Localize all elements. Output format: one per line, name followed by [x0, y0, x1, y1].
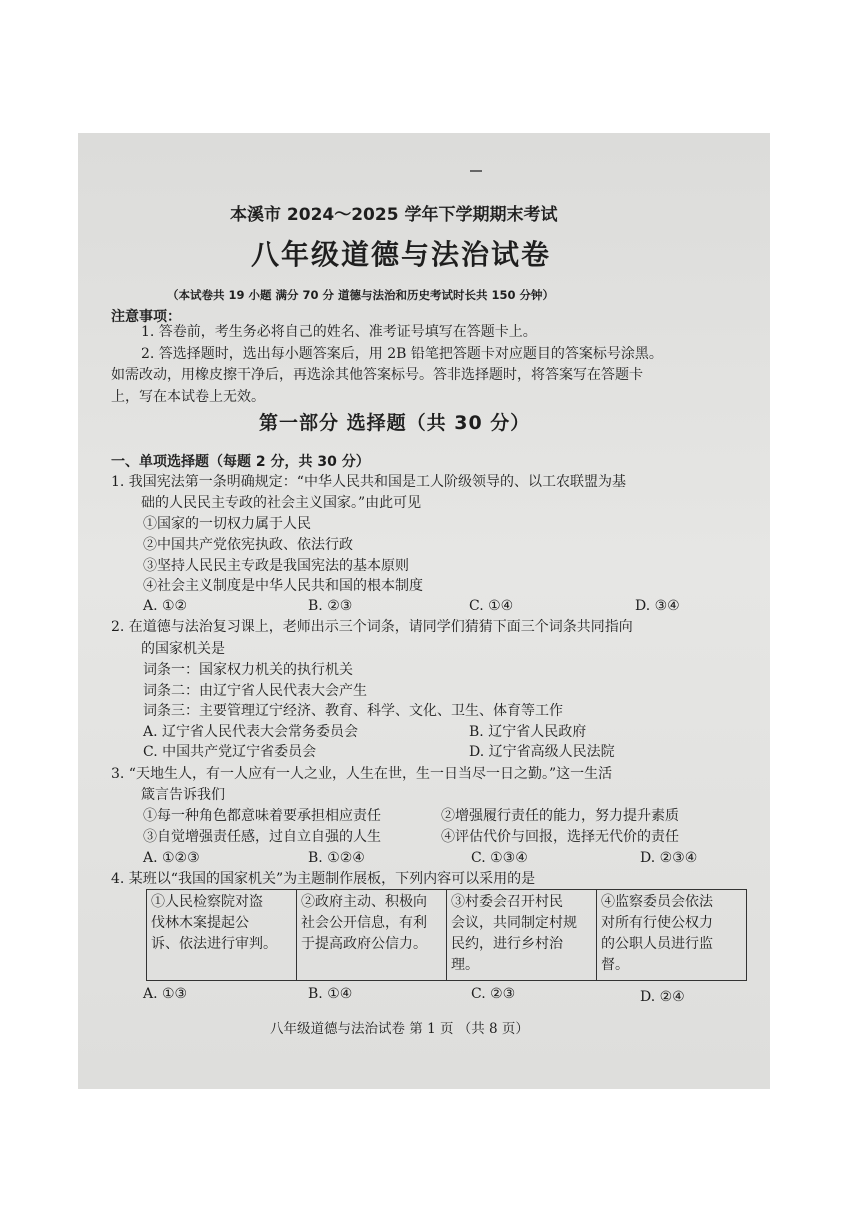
- notice-line: 上，写在本试卷上无效。: [111, 389, 265, 405]
- q3-item: ④评估代价与回报，选择无代价的责任: [441, 829, 679, 845]
- q1-option-c: C. ①④: [469, 598, 514, 614]
- q3-item: ③自觉增强责任感，过自立自强的人生: [143, 829, 381, 845]
- q4-option-b: B. ①④: [308, 986, 353, 1002]
- q2-option-c: C. 中国共产党辽宁省委员会: [143, 744, 317, 760]
- q3-option-c: C. ①③④: [471, 850, 528, 866]
- q3-stem-cont: 箴言告诉我们: [141, 787, 225, 803]
- q3-item: ①每一种角色都意味着要承担相应责任: [143, 808, 381, 824]
- section-heading: 一、单项选择题（每题 2 分，共 30 分）: [111, 454, 370, 470]
- q4-option-c: C. ②③: [471, 986, 516, 1002]
- q2-item: 词条一：国家权力机关的执行机关: [143, 662, 353, 678]
- page-mark: [470, 170, 482, 172]
- q2-option-a: A. 辽宁省人民代表大会常务委员会: [143, 724, 359, 740]
- q3-option-d: D. ②③④: [640, 850, 698, 866]
- q1-stem-cont: 础的人民民主专政的社会主义国家。”由此可见: [141, 495, 422, 511]
- q4-stem: 4. 某班以“我国的国家机关”为主题制作展板，下列内容可以采用的是: [111, 871, 536, 887]
- q4-cell-1: ①人民检察院对盗 伐林木案提起公 诉、依法进行审判。: [147, 890, 297, 981]
- q4-cell-3: ③村委会召开村民 会议，共同制定村规 民约，进行乡村治 理。: [447, 890, 597, 981]
- q2-item: 词条三：主要管理辽宁经济、教育、科学、文化、卫生、体育等工作: [143, 703, 563, 719]
- q3-stem: 3. “天地生人，有一人应有一人之业，人生在世，生一日当尽一日之勤。”这一生活: [111, 766, 613, 782]
- q1-option-d: D. ③④: [635, 598, 680, 614]
- q2-stem-cont: 的国家机关是: [141, 641, 225, 657]
- q1-item: ②中国共产党依宪执政、依法行政: [143, 537, 353, 553]
- q2-option-b: B. 辽宁省人民政府: [469, 724, 587, 740]
- paper-title: 八年级道德与法治试卷: [251, 238, 552, 271]
- q3-option-b: B. ①②④: [308, 850, 365, 866]
- q2-item: 词条二：由辽宁省人民代表大会产生: [143, 683, 367, 699]
- q1-item: ④社会主义制度是中华人民共和国的根本制度: [143, 578, 423, 594]
- q4-option-d: D. ②④: [640, 989, 685, 1005]
- q4-option-a: A. ①③: [143, 986, 188, 1002]
- q3-item: ②增强履行责任的能力，努力提升素质: [441, 808, 679, 824]
- q4-cell-2: ②政府主动、积极向 社会公开信息，有利 于提高政府公信力。: [297, 890, 447, 981]
- notice-line: 2. 答选择题时，选出每小题答案后，用 2B 铅笔把答题卡对应题目的答案标号涂黑。: [141, 346, 663, 362]
- q2-stem: 2. 在道德与法治复习课上，老师出示三个词条，请同学们猜猜下面三个词条共同指向: [111, 619, 633, 635]
- notice-line: 1. 答卷前，考生务必将自己的姓名、准考证号填写在答题卡上。: [141, 324, 537, 340]
- paper-subtitle: （本试卷共 19 小题 满分 70 分 道德与法治和历史考试时长共 150 分钟）: [167, 288, 555, 302]
- q1-option-b: B. ②③: [308, 598, 353, 614]
- exam-title: 本溪市 2024～2025 学年下学期期末考试: [230, 205, 558, 225]
- q4-exhibit-table: [146, 889, 747, 981]
- page-footer: 八年级道德与法治试卷 第 1 页 （共 8 页）: [270, 1021, 529, 1037]
- notice-heading: 注意事项：: [111, 309, 181, 325]
- q2-option-d: D. 辽宁省高级人民法院: [469, 744, 615, 760]
- q1-item: ①国家的一切权力属于人民: [143, 516, 311, 532]
- q4-cell-4: ④监察委员会依法 对所有行使公权力 的公职人员进行监 督。: [597, 890, 747, 981]
- notice-line: 如需改动，用橡皮擦干净后，再选涂其他答案标号。答非选择题时，将答案写在答题卡: [111, 367, 643, 383]
- q1-option-a: A. ①②: [143, 598, 188, 614]
- q3-option-a: A. ①②③: [143, 850, 200, 866]
- part-title: 第一部分 选择题（共 30 分）: [259, 412, 531, 434]
- q1-stem: 1. 我国宪法第一条明确规定：“中华人民共和国是工人阶级领导的、以工农联盟为基: [111, 474, 626, 490]
- q1-item: ③坚持人民民主专政是我国宪法的基本原则: [143, 558, 409, 574]
